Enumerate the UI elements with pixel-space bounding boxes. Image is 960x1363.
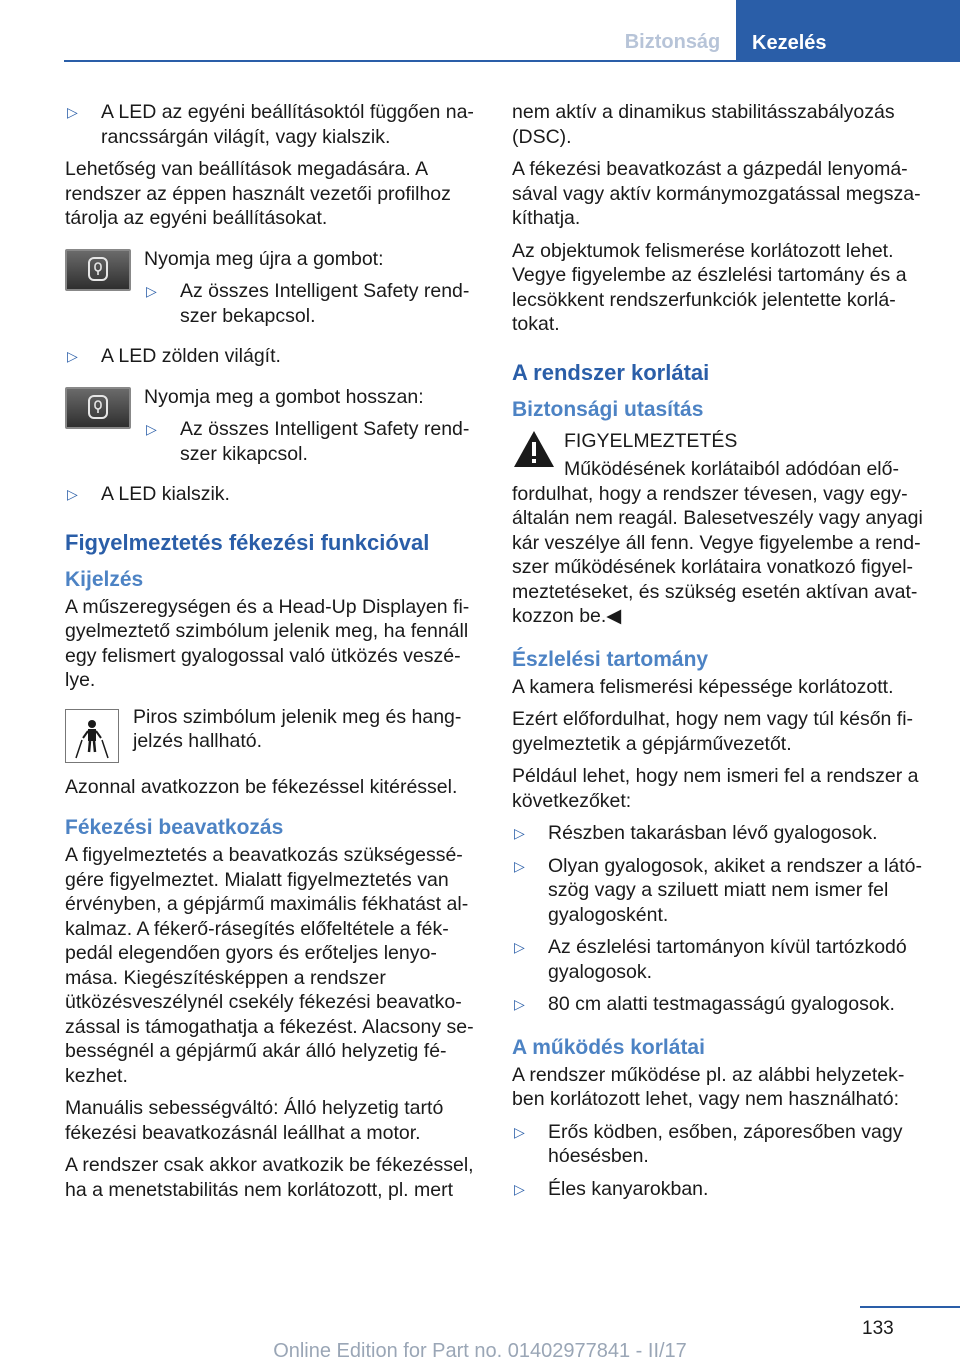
symbol-instruction <box>65 705 477 763</box>
list-item: ▷ A LED kialszik. <box>67 483 230 505</box>
safety-button-icon <box>65 387 131 429</box>
page-number: 133 <box>862 1318 894 1339</box>
warning-text: fordulhat, hogy a rendszer tévesen, vagy egy‐általán nem reagál. Balesetveszély vagy anyagi kár veszélye áll fenn. Vegye figyelembe a rend‐szer működésének korlátaira vonatkozó figyel‐meztetéseket, és szükség esetén aktívan avat‐kozzon be.◀ <box>512 482 923 627</box>
warning-block <box>512 429 926 482</box>
paragraph: A rendszer csak akkor avatkozik be fékezéssel, ha a menetstabilitás nem korlátozott, pl. mert <box>65 1154 474 1201</box>
triangle-bullet-icon: ▷ <box>514 996 525 1012</box>
section-heading: Figyelmeztetés fékezési funkcióval <box>65 529 430 555</box>
section-heading: A rendszer korlátai <box>512 359 710 385</box>
triangle-bullet-icon: ▷ <box>514 1123 525 1140</box>
paragraph: nem aktív a dinamikus stabilitásszabályozás (DSC). <box>512 101 895 148</box>
button-instruction <box>65 247 477 337</box>
triangle-bullet-icon: ▷ <box>146 283 157 299</box>
subsection-heading: Észlelési tartomány <box>512 647 709 671</box>
list-item: ▷ Olyan gyalogosok, akiket a rendszer a látó‐szög vagy a sziluett miatt nem ismer fel gyalogosként. <box>514 854 922 926</box>
instruction-text: Nyomja meg újra a gombot: <box>144 247 384 270</box>
paragraph: Azonnal avatkozzon be fékezéssel kitéréssel. <box>65 775 458 798</box>
paragraph: Manuális sebességváltó: Álló helyzetig tartó fékezési beavatkozásnál leállhat a motor. <box>65 1097 444 1144</box>
subsection-heading: Biztonsági utasítás <box>512 397 704 421</box>
list-item: ▷ Erős ködben, esőben, záporesőben vagy hóesésben. <box>514 1120 903 1167</box>
paragraph: Lehetőség van beállítások megadására. A rendszer az éppen használt vezetői profilhoz tárolja az egyéni beállításokat. <box>65 158 451 229</box>
subsection-heading: Fékezési beavatkozás <box>65 816 284 839</box>
triangle-bullet-icon: ▷ <box>67 486 78 502</box>
section-tab-operation[interactable]: Kezelés <box>736 0 960 62</box>
triangle-bullet-icon: ▷ <box>67 348 78 364</box>
warning-title: FIGYELMEZTETÉS <box>564 429 738 452</box>
paragraph: A figyelmeztetés a beavatkozás szükségessé‐gére figyelmeztet. Mialatt figyelmeztetés van érvényben, a gépjármű maximális fékhatást al‐kalmaz. A fékerő-rásegítés előfeltétele a fék‐pedál elegendően gyors és erőteljes lenyo‐mása. Kiegészítésképpen a rendszer ütközésveszélynél csekély fékezési beavatko‐zással is támogathatja a fékezést. Alacsony se‐bességnél a gépjármű akár álló helyzetig fé‐kezhet. <box>65 844 474 1087</box>
list-item: ▷ Az észlelési tartományon kívül tartózkodó gyalogosok. <box>514 936 907 983</box>
triangle-bullet-icon: ▷ <box>67 104 78 120</box>
paragraph: A rendszer működése pl. az alábbi helyzetek‐ben korlátozott lehet, vagy nem használható: <box>512 1063 905 1110</box>
header-rule <box>64 60 960 62</box>
left-column <box>65 100 477 1210</box>
list-item: ▷ 80 cm alatti testmagasságú gyalogosok. <box>514 993 895 1015</box>
list-item: ▷ Az összes Intelligent Safety rend‐szer kikapcsol. <box>146 418 470 465</box>
edition-footer: Online Edition for Part no. 01402977841 - II/17 <box>273 1340 687 1362</box>
triangle-bullet-icon: ▷ <box>514 939 525 955</box>
pedestrian-warning-icon <box>65 709 119 763</box>
instruction-text: Nyomja meg a gombot hosszan: <box>144 385 424 408</box>
triangle-bullet-icon: ▷ <box>514 1180 525 1197</box>
paragraph: Az objektumok felismerése korlátozott lehet. Vegye figyelembe az észlelési tartomány és a lecsökkent rendszerfunkciók jelentette korlá‐tokat. <box>512 239 907 335</box>
paragraph: A műszeregységen és a Head-Up Displayen fi‐gyelmeztető szimbólum jelenik meg, ha fennáll egy felismert gyalogossal való ütközés veszé‐lye. <box>65 595 470 691</box>
triangle-bullet-icon: ▷ <box>514 825 525 841</box>
list-item: ▷ A LED az egyéni beállításoktól függően na‐rancssárgán világít, vagy kialszik. <box>67 101 474 148</box>
warning-triangle-icon <box>512 429 556 482</box>
triangle-bullet-icon: ▷ <box>514 857 525 874</box>
button-instruction <box>65 385 477 475</box>
paragraph: A kamera felismerési képessége korlátozott. <box>512 675 894 698</box>
paragraph: Ezért előfordulhat, hogy nem vagy túl későn fi‐gyelmeztetik a gépjárművezetőt. <box>512 708 914 755</box>
page-header <box>0 0 960 62</box>
subsection-heading: A működés korlátai <box>512 1035 705 1059</box>
list-item: ▷ A LED zölden világít. <box>67 345 281 367</box>
warning-text: Működésének korlátaiból adódóan elő‐ <box>564 458 899 480</box>
paragraph: A fékezési beavatkozást a gázpedál lenyomá‐sával vagy aktív kormánymozgatással megsza‐kíthatja. <box>512 158 921 229</box>
list-item: ▷ Az összes Intelligent Safety rend‐szer bekapcsol. <box>146 280 470 327</box>
list-item: ▷ Részben takarásban lévő gyalogosok. <box>514 822 878 844</box>
symbol-text: Piros szimbólum jelenik meg és hang‐jelzés hallható. <box>133 705 462 752</box>
triangle-bullet-icon: ▷ <box>146 421 157 437</box>
list-item: ▷ Éles kanyarokban. <box>514 1177 709 1200</box>
safety-button-icon <box>65 249 131 291</box>
paragraph: Például lehet, hogy nem ismeri fel a rendszer a következőket: <box>512 765 919 812</box>
section-tab-safety[interactable]: Biztonság <box>624 31 721 53</box>
footer-rule <box>860 1306 960 1308</box>
right-column <box>512 100 926 1209</box>
subsection-heading: Kijelzés <box>65 567 144 591</box>
